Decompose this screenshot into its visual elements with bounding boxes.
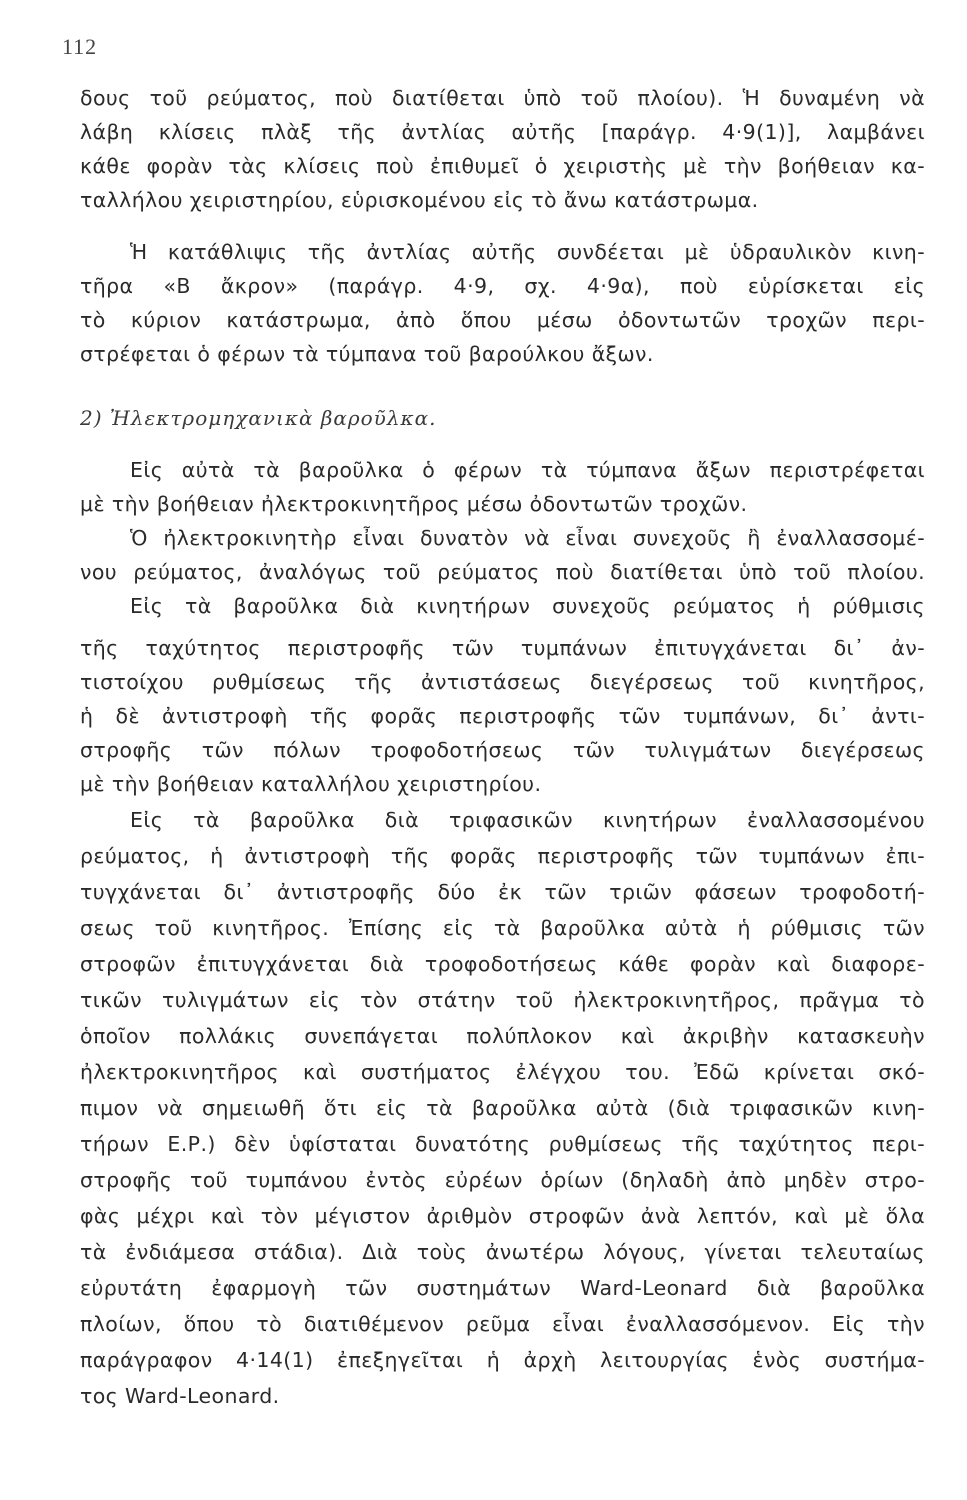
text-line: μὲ τὴν βοήθειαν καταλλήλου χειριστηρίου. [80,772,542,796]
text-line: Εἰς τὰ βαροῦλκα διὰ τριφασικῶν κινητήρων ἐναλλασσομένου [130,808,925,832]
text-line: Ἡ κατάθλιψις τῆς ἀντλίας αὐτῆς συνδέεται μὲ ὑδραυλικὸν κινη- [130,240,925,264]
text-line: Εἰς αὐτὰ τὰ βαροῦλκα ὁ φέρων τὰ τύμπανα ἄξων περιστρέφεται [130,458,925,482]
text-line: σεως τοῦ κινητῆρος. Ἐπίσης εἰς τὰ βαροῦλκα αὐτὰ ἡ ρύθμισις τῶν [80,916,925,940]
text-line: τικῶν τυλιγμάτων εἰς τὸν στάτην τοῦ ἠλεκτροκινητῆρος, πρᾶγμα τὸ [80,988,925,1012]
text-line: ταλλήλου χειριστηρίου, εὑρισκομένου εἰς τὸ ἄνω κατάστρωμα. [80,188,759,212]
text-line: στροφῆς τῶν πόλων τροφοδοτήσεως τῶν τυλιγμάτων διεγέρσεως [80,738,925,762]
text-line: εὐρυτάτη ἐφαρμογὴ τῶν συστημάτων Ward-Leonard διὰ βαροῦλκα [80,1276,925,1300]
text-line: Εἰς τὰ βαροῦλκα διὰ κινητήρων συνεχοῦς ρεύματος ἡ ρύθμισις [130,594,925,618]
text-line: τὸ κύριον κατάστρωμα, ἀπὸ ὅπου μέσω ὀδοντωτῶν τροχῶν περι- [80,308,925,332]
text-line: Ὁ ἠλεκτροκινητὴρ εἶναι δυνατὸν νὰ εἶναι συνεχοῦς ἢ ἐναλλασσομέ- [130,526,925,550]
text-line: ὁποῖον πολλάκις συνεπάγεται πολύπλοκον καὶ ἀκριβὴν κατασκευὴν [80,1024,925,1048]
text-line: παράγραφον 4·14(1) ἐπεξηγεῖται ἡ ἀρχὴ λειτουργίας ἑνὸς συστήμα- [80,1348,925,1372]
text-line: τῆς ταχύτητος περιστροφῆς τῶν τυμπάνων ἐπιτυγχάνεται δι᾽ ἀν- [80,636,925,660]
text-line: τῆρα «Β ἄκρον» (παράγρ. 4·9, σχ. 4·9α), ποὺ εὑρίσκεται εἰς [80,274,925,298]
text-line: φὰς μέχρι καὶ τὸν μέγιστον ἀριθμὸν στροφῶν ἀνὰ λεπτόν, καὶ μὲ ὅλα [80,1204,925,1228]
text-line: τιστοίχου ρυθμίσεως τῆς ἀντιστάσεως διεγέρσεως τοῦ κινητῆρος, [80,670,925,694]
text-line: δους τοῦ ρεύματος, ποὺ διατίθεται ὑπὸ τοῦ πλοίου). Ἡ δυναμένη νὰ [80,86,925,110]
section-heading: 2) Ἠλεκτρομηχανικὰ βαροῦλκα. [80,406,437,430]
text-line: τος Ward-Leonard. [80,1384,280,1408]
text-line: πιμον νὰ σημειωθῆ ὅτι εἰς τὰ βαροῦλκα αὐτὰ (διὰ τριφασικῶν κινη- [80,1096,925,1120]
text-line: ἠλεκτροκινητῆρος καὶ συστήματος ἐλέγχου του. Ἐδῶ κρίνεται σκό- [80,1060,925,1084]
text-line: στρέφεται ὁ φέρων τὰ τύμπανα τοῦ βαρούλκου ἄξων. [80,342,654,366]
text-line: ἡ δὲ ἀντιστροφὴ τῆς φορᾶς περιστροφῆς τῶν τυμπάνων, δι᾽ ἀντι- [80,704,925,728]
text-line: νου ρεύματος, ἀναλόγως τοῦ ρεύματος ποὺ διατίθεται ὑπὸ τοῦ πλοίου. [80,560,925,584]
text-line: τήρων Ε.Ρ.) δὲν ὑφίσταται δυνατότης ρυθμίσεως τῆς ταχύτητος περι- [80,1132,925,1156]
text-line: ρεύματος, ἡ ἀντιστροφὴ τῆς φορᾶς περιστροφῆς τῶν τυμπάνων ἐπι- [80,844,925,868]
text-line: μὲ τὴν βοήθειαν ἠλεκτροκινητῆρος μέσω ὀδοντωτῶν τροχῶν. [80,492,748,516]
text-line: στροφῆς τοῦ τυμπάνου ἐντὸς εὐρέων ὁρίων (δηλαδὴ ἀπὸ μηδὲν στρο- [80,1168,925,1192]
text-line: λάβη κλίσεις πλὰξ τῆς ἀντλίας αὐτῆς [παράγρ. 4·9(1)], λαμβάνει [80,120,925,144]
page-number: 112 [62,34,98,59]
text-line: τυγχάνεται δι᾽ ἀντιστροφῆς δύο ἐκ τῶν τριῶν φάσεων τροφοδοτή- [80,880,925,904]
text-line: πλοίων, ὅπου τὸ διατιθέμενον ρεῦμα εἶναι ἐναλλασσόμενον. Εἰς τὴν [80,1312,925,1336]
text-line: κάθε φορὰν τὰς κλίσεις ποὺ ἐπιθυμεῖ ὁ χειριστὴς μὲ τὴν βοήθειαν κα- [80,154,925,178]
text-line: τὰ ἐνδιάμεσα στάδια). Διὰ τοὺς ἀνωτέρω λόγους, γίνεται τελευταίως [80,1240,925,1264]
text-line: στροφῶν ἐπιτυγχάνεται διὰ τροφοδοτήσεως κάθε φορὰν καὶ διαφορε- [80,952,925,976]
